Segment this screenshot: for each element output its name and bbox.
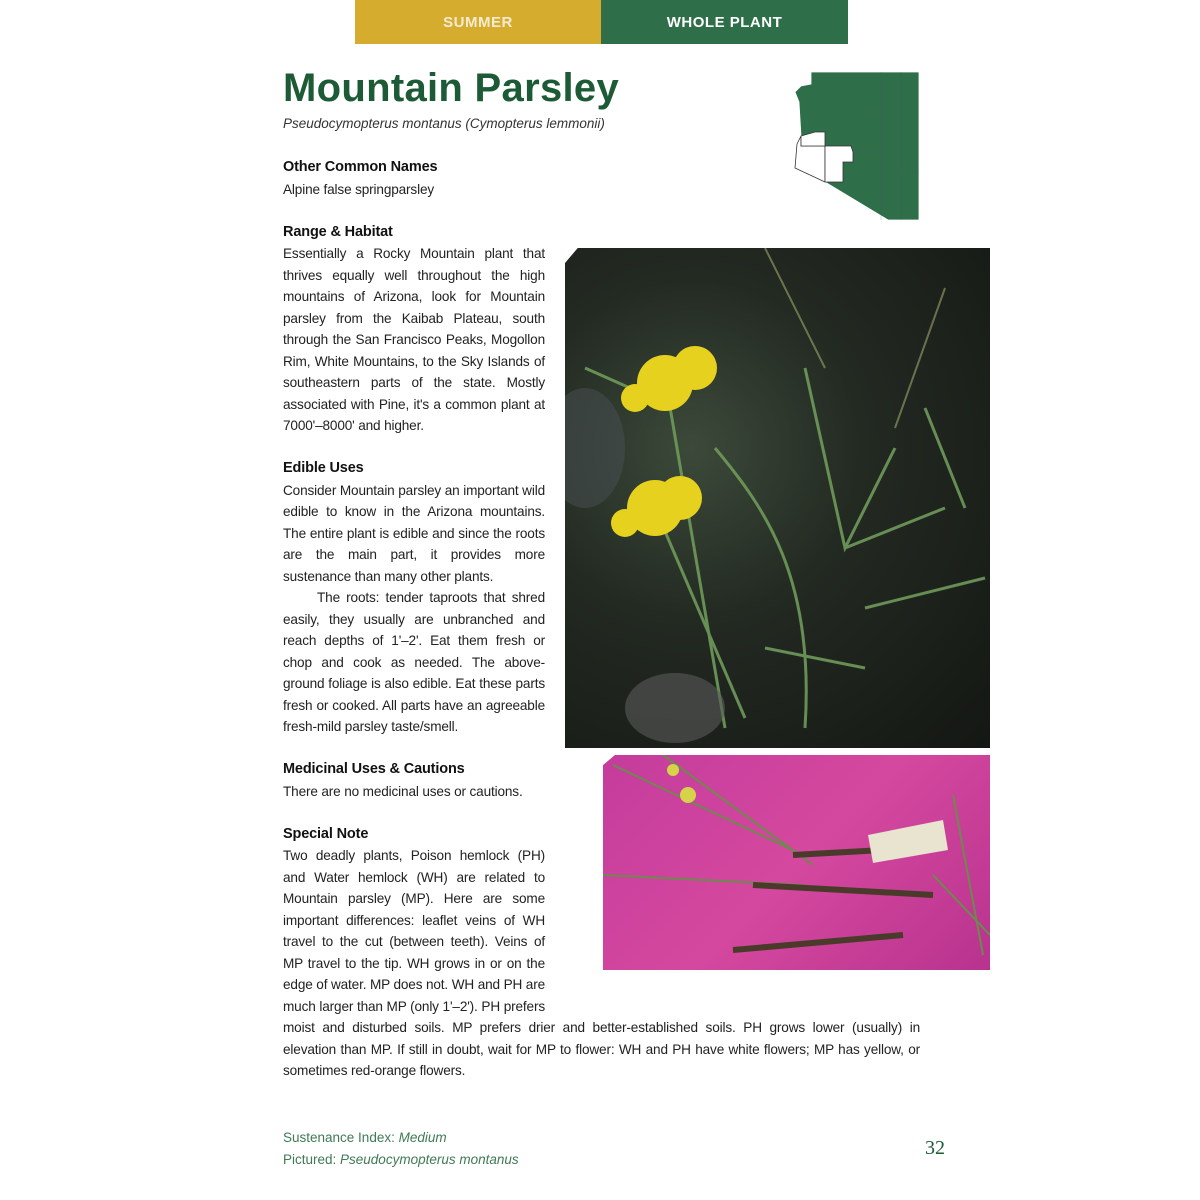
- edible-text: Consider Mountain parsley an important wild edible to know in the Arizona mountains. The entire plant is edible and since the roots are the main part, it provides more sustenance than many other plants.: [283, 482, 545, 584]
- medicinal-text: There are no medicinal uses or cautions.: [283, 783, 523, 799]
- range-text: Essentially a Rocky Mountain plant that thrives equally well throughout the high mountains of Arizona, look for Mountain parsley from the Kaibab Plateau, south through the San Francisco Peaks, Mogollon Rim, White Mountains, to the Sky Islands of southeastern parts of the state. Mostly associated with Pine, it's a common plant at 7000'–8000' and higher.: [283, 246, 545, 433]
- text-body: [283, 157, 920, 1082]
- special-note-heading: Special Note: [283, 825, 369, 842]
- medicinal-heading: Medicinal Uses & Cautions: [283, 761, 465, 777]
- other-names-text: Alpine false springparsley: [283, 181, 435, 197]
- footer: [283, 1127, 519, 1171]
- page-number: 32: [925, 1137, 945, 1159]
- special-note-text: Two deadly plants, Poison hemlock (PH) and Water hemlock (WH) are related to Mountain parsley (MP). Here are some important differences: leaflet veins of WH travel to the cut (between teeth). Veins of MP travel to the tip. WH grows in or on the edge of water. MP does not. WH and PH are much larger than MP (only 1'–2'). PH prefers moist and disturbed soils. MP prefers drier and better-established soils. PH grows lower (usually) in elevation than MP. If still in doubt, wait for MP to flower: WH and PH have white flowers; MP has yellow, or sometimes red-orange flowers.: [283, 848, 920, 1078]
- scientific-name: Pseudocymopterus montanus (Cymopterus lemmonii): [283, 116, 605, 131]
- season-tab: SUMMER: [355, 0, 601, 44]
- range-heading: Range & Habitat: [283, 223, 393, 240]
- sustenance-index: Sustenance Index: Medium: [283, 1130, 447, 1145]
- edible-heading: Edible Uses: [283, 460, 364, 476]
- plant-part-tab: WHOLE PLANT: [601, 0, 848, 44]
- edible-roots-text: The roots: tender taproots that shred easily, they usually are unbranched and reach depths of 1'–2'. Eat them fresh or chop and cook as needed. The above-ground foliage is also edible. Eat these parts fresh or cooked. All parts have an agreeable fresh-mild parsley taste/smell.: [283, 590, 545, 734]
- pictured-caption: Pictured: Pseudocymopterus montanus: [283, 1152, 519, 1167]
- other-names-heading: Other Common Names: [283, 159, 438, 175]
- page-title: Mountain Parsley: [283, 66, 619, 110]
